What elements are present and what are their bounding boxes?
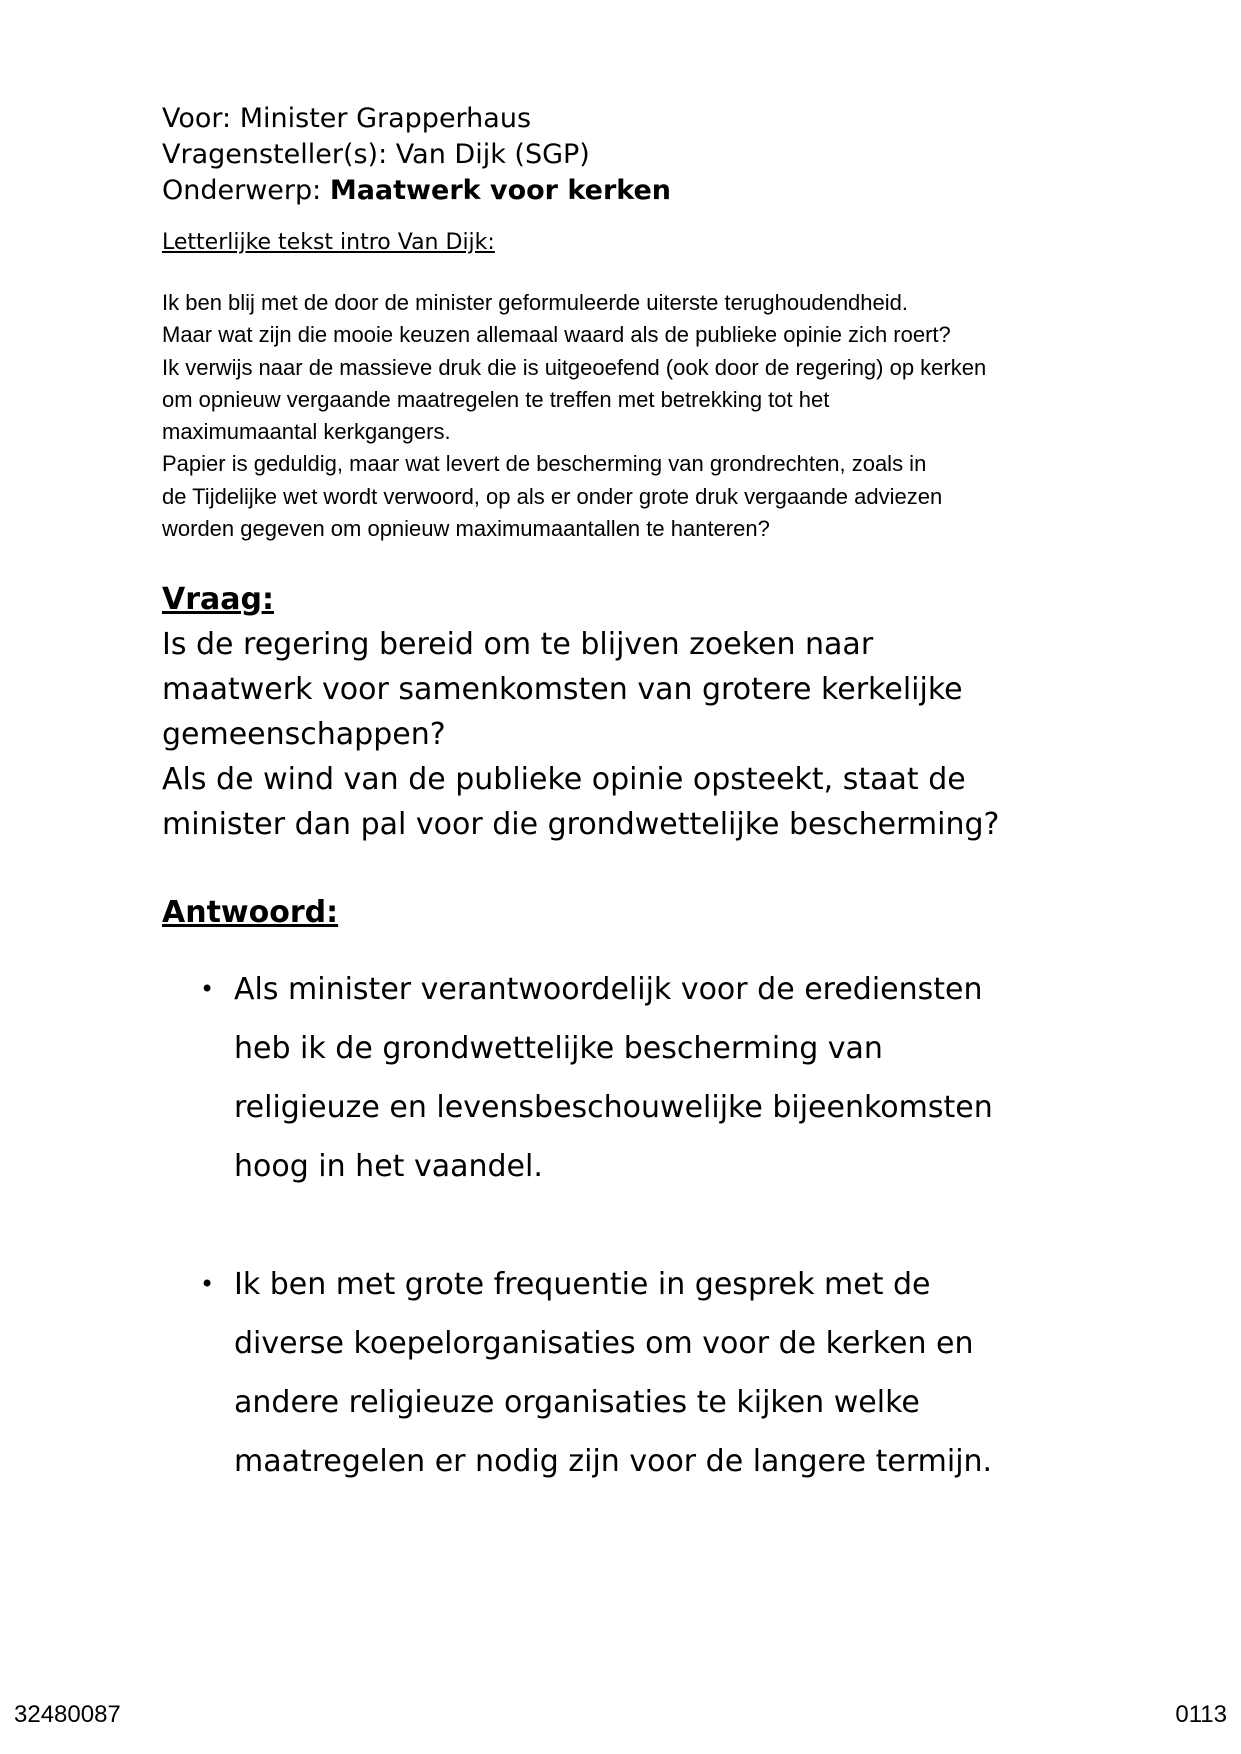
intro-line: Ik ben blij met de door de minister geformuleerde uiterste terughoudendheid. (162, 290, 909, 315)
bullet-text (234, 960, 993, 1196)
bullet-line: andere religieuze organisaties te kijken welke (234, 1385, 920, 1420)
voor-label: Voor: (162, 103, 232, 134)
voor-value: Minister Grapperhaus (239, 103, 532, 134)
bullet-line: Als minister verantwoordelijk voor de erediensten (234, 972, 983, 1007)
bullet-line: diverse koepelorganisaties om voor de kerken en (234, 1326, 974, 1361)
vraag-line: Als de wind van de publieke opinie opsteekt, staat de (162, 762, 966, 797)
intro-line: de Tijdelijke wet wordt verwoord, op als er onder grote druk vergaande adviezen (162, 483, 943, 509)
bullet-text (234, 1255, 992, 1491)
onderwerp-value: Maatwerk voor kerken (329, 175, 672, 206)
bullet-line: maatregelen er nodig zijn voor de langere termijn. (234, 1444, 993, 1479)
intro-line: om opnieuw vergaande maatregelen te treffen met betrekking tot het (162, 386, 830, 412)
intro-line: Papier is geduldig, maar wat levert de bescherming van grondrechten, zoals in (162, 451, 927, 477)
vraag-text (162, 622, 1092, 847)
header-vragensteller (162, 137, 590, 173)
vraag-line: maatwerk voor samenkomsten van grotere kerkelijke (162, 672, 963, 707)
vraag-line: gemeenschappen? (162, 717, 446, 752)
bullet-line: heb ik de grondwettelijke bescherming van (234, 1031, 883, 1066)
intro-title: Letterlijke tekst intro Van Dijk: (162, 230, 495, 255)
intro-text (162, 287, 1082, 545)
header-onderwerp (162, 173, 671, 209)
bullet-dot-icon: • (200, 975, 215, 1003)
bullet-line: Ik ben met grote frequentie in gesprek met de (234, 1267, 931, 1302)
vragensteller-label: Vragensteller(s): (162, 139, 388, 170)
header-voor (162, 101, 531, 137)
bullet-line: hoog in het vaandel. (234, 1149, 543, 1184)
vraag-title: Vraag: (162, 582, 274, 617)
footer-page-number: 0113 (1175, 1701, 1227, 1728)
onderwerp-label: Onderwerp: (162, 175, 322, 206)
bullet-dot-icon: • (200, 1270, 215, 1298)
footer-doc-number: 32480087 (14, 1701, 121, 1728)
intro-line: Maar wat zijn die mooie keuzen allemaal waard als de publieke opinie zich roert? (162, 322, 951, 348)
intro-line: maximumaantal kerkgangers. (162, 419, 451, 445)
antwoord-title: Antwoord: (162, 895, 339, 930)
bullet-line: religieuze en levensbeschouwelijke bijeenkomsten (234, 1090, 993, 1125)
vraag-line: Is de regering bereid om te blijven zoeken naar (162, 627, 874, 662)
vraag-line: minister dan pal voor die grondwettelijke bescherming? (162, 807, 1000, 842)
vragensteller-value: Van Dijk (SGP) (395, 139, 590, 170)
intro-line: Ik verwijs naar de massieve druk die is uitgeoefend (ook door de regering) op kerken (162, 354, 987, 380)
intro-line: worden gegeven om opnieuw maximumaantallen te hanteren? (162, 516, 770, 542)
